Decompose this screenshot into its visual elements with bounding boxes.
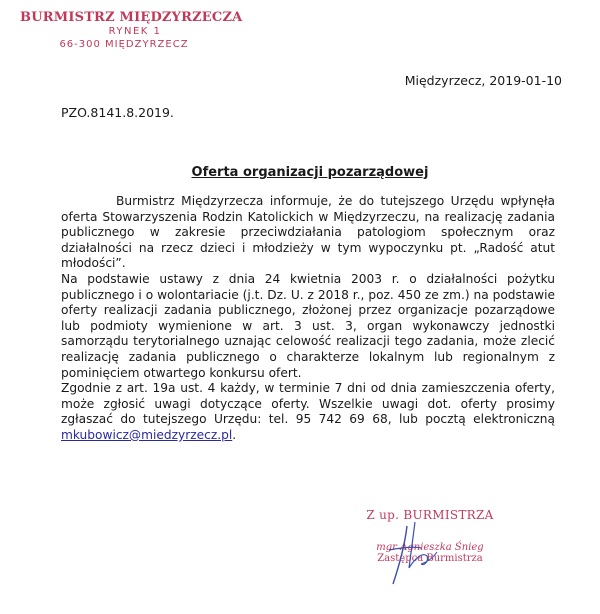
header-stamp [20, 10, 243, 51]
signature-authority: Z up. BURMISTRZA [366, 508, 494, 522]
handwritten-signature-icon [385, 518, 445, 588]
email-link[interactable]: mkubowicz@miedzyrzecz.pl [61, 427, 233, 442]
document-body [61, 194, 555, 444]
paragraph-legal-basis: Na podstawie ustawy z dnia 24 kwietnia 2003 r. o działalności pożytku publicznego i o wolontariacie (j.t. Dz. U. z 2018 r., poz. 450 ze zm.) na podstawie oferty realizacji zadania publicznego, złożonej przez organizacje pozarządowe lub podmioty wymienione w art. 3 ust. 3, organ wykonawczy jednostki samorządu terytorialnego uznając celowość realizacji tego zadania, może zlecić realizację zadania publicznego o charakterze lokalnym lub regionalnym z pominięciem otwartego konkursu ofert. [61, 271, 555, 380]
paragraph-comments [61, 381, 555, 443]
comments-text: Zgodnie z art. 19a ust. 4 każdy, w terminie 7 dni od dnia zamieszczenia oferty, może zgłosić uwagi dotyczące oferty. Wszelkie uwagi dot. oferty prosimy zgłaszać do tutejszego Urzędu: tel. 95 742 69 68, lub pocztą elektroniczną [61, 381, 555, 427]
signatory-role: Zastępca Burmistrza [377, 553, 483, 564]
stamp-office-name: BURMISTRZ MIĘDZYRZECZA [20, 10, 243, 25]
signatory-name: mgr Agnieszka Śnieg [376, 542, 484, 553]
document-title: Oferta organizacji pozarządowej [191, 165, 429, 180]
place-date: Międzyrzecz, 2019-01-10 [404, 73, 562, 88]
stamp-street: RYNEK 1 [108, 26, 162, 38]
paragraph-announcement: Burmistrz Międzyrzecza informuje, że do tutejszego Urzędu wpłynęła oferta Stowarzyszenia Rodzin Katolickich w Międzyrzeczu, na realizację zadania publicznego w zakresie przeciwdziałania patologiom społecznym oraz działalności na rzecz dzieci i młodzieży w tym wypoczynku pt. „Radość atut młodości”. [61, 194, 555, 271]
email-suffix: . [232, 427, 237, 442]
stamp-postal-city: 66-300 MIĘDZYRZECZ [59, 38, 189, 50]
reference-number: PZO.8141.8.2019. [61, 105, 174, 120]
